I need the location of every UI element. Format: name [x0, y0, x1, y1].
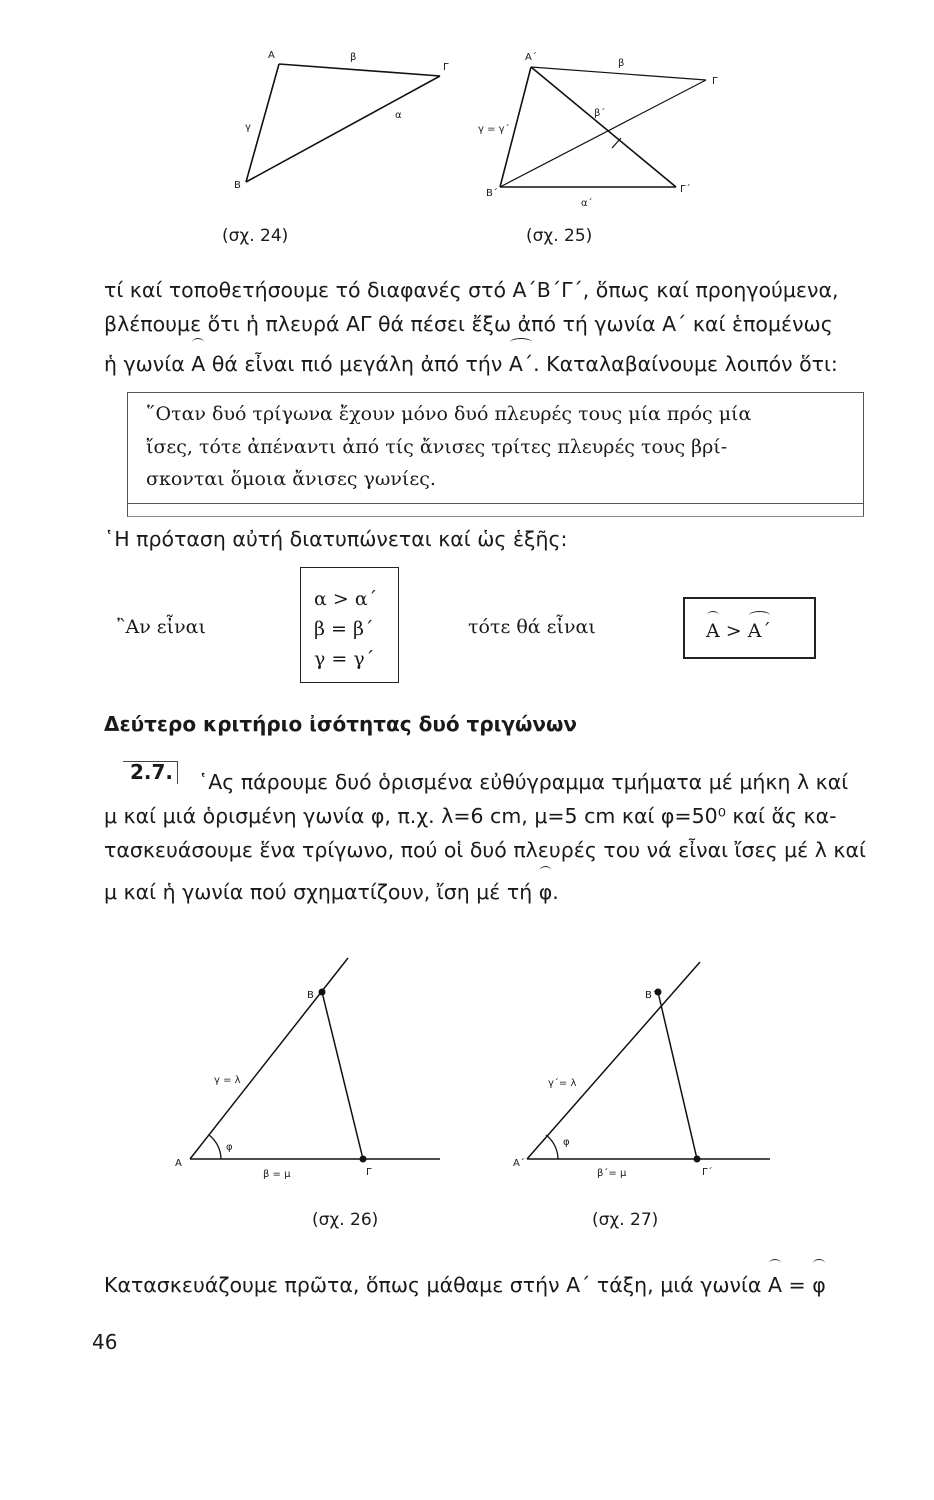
fig25-label-gamma: γ = γ΄ — [478, 124, 510, 135]
fig27-label-A: A΄ — [513, 1158, 525, 1169]
intro-line-3-pre: ἡ γωνία — [104, 352, 185, 376]
fig26-label-gamma: γ = λ — [214, 1075, 241, 1086]
fig26-label-beta: β = μ — [263, 1169, 291, 1180]
fig27-label-B: Β΄ — [645, 990, 657, 1001]
figure-24 — [234, 50, 449, 191]
s27-line-4-pre: μ καί ἡ γωνία πού σχηματίζουν, ἴση μέ τή — [104, 880, 533, 904]
figures-24-25 — [0, 0, 934, 260]
fig24-label-B: B — [234, 180, 241, 191]
fig26-side-BG — [322, 992, 363, 1159]
fig26-label-phi: φ — [226, 1142, 233, 1153]
intro-line-3-post: . Καταλαβαίνουμε λοιπόν ὅτι: — [533, 352, 838, 376]
fig26-label-B: B — [307, 990, 314, 1001]
fig25-label-alpha: α΄ — [581, 198, 593, 209]
figure-26 — [175, 958, 440, 1180]
fig24-label-gamma: γ — [245, 122, 251, 133]
intro-line-1: τί καί τοποθετήσουμε τό διαφανές στό Α΄Β΄Γ΄, ὅπως καί προηγούμενα, — [104, 278, 839, 302]
fig26-point-G — [360, 1156, 367, 1163]
fig27-label-beta: β΄= μ — [597, 1168, 627, 1179]
fig25-label-G2: Γ — [712, 76, 718, 87]
bottom-line — [104, 1268, 894, 1302]
fig26-point-B — [319, 989, 326, 996]
intro-line-3 — [104, 347, 894, 381]
fig26-label-A: A — [175, 1158, 182, 1169]
fig25-label-A: A΄ — [525, 52, 537, 63]
fig26-label-G: Γ — [366, 1167, 372, 1178]
statement — [146, 398, 832, 496]
figure-27 — [513, 962, 770, 1179]
s27-line-1: ῾Ας πάρουμε δυό ὁρισμένα εὐθύγραμμα τμήματα μέ μήκη λ καί — [198, 770, 849, 794]
fig25-caption: (σχ. 25) — [526, 226, 593, 246]
figure-25 — [478, 51, 718, 209]
fig25-label-B: Β΄ — [486, 188, 498, 199]
fig24-label-G: Γ — [443, 62, 449, 73]
statement-line-2: ἴσες, τότε ἀπέναντι ἀπό τίς ἄνισες τρίτες πλευρές τους βρί- — [146, 435, 728, 458]
bottom-line-pre: Κατασκευάζουμε πρῶτα, ὅπως μάθαμε στήν Α΄ τάξη, μιά γωνία — [104, 1273, 762, 1297]
fig24-side-alpha — [246, 76, 440, 182]
condition-alpha: α > α΄ — [314, 588, 378, 610]
fig24-side-beta — [279, 64, 440, 76]
fig26-caption: (σχ. 26) — [312, 1210, 379, 1230]
fig25-label-G: Γ΄ — [680, 184, 691, 195]
fig27-label-G: Γ΄ — [702, 1167, 713, 1178]
fig27-side-BG — [658, 992, 697, 1159]
fig24-side-gamma — [246, 64, 279, 182]
section-number: 2.7. — [130, 760, 174, 784]
fig27-label-gamma: γ΄= λ — [548, 1078, 577, 1089]
fig27-caption: (σχ. 27) — [592, 1210, 659, 1230]
intro-line-2: βλέπουμε ὅτι ἡ πλευρά ΑΓ θά πέσει ἔξω ἀπό τή γωνία Α΄ καί ἑπομένως — [104, 312, 833, 336]
s27-line-2: μ καί μιά ὁρισμένη γωνία φ, π.χ. λ=6 cm, μ=5 cm καί φ=50⁰ καί ἅς κα- — [104, 804, 837, 828]
fig27-point-G — [694, 1156, 701, 1163]
fig24-label-beta: β — [350, 52, 357, 63]
result — [706, 620, 771, 642]
bottom-line-text — [104, 1268, 894, 1302]
condition-beta: β = β΄ — [314, 618, 374, 640]
fig25-label-beta2: β΄ — [594, 108, 606, 119]
fig26-angle-arc — [209, 1135, 221, 1159]
angle-A: Α — [191, 347, 205, 381]
fig27-label-phi: φ — [563, 1137, 570, 1148]
statement-line-1: ῞Οταν δυό τρίγωνα ἔχουν μόνο δυό πλευρές τους μία πρός μία — [146, 403, 752, 425]
fig25-label-beta: β — [618, 58, 625, 69]
intro-line-3-mid: θά εἶναι πιό μεγάλη ἀπό τήν — [211, 352, 503, 376]
statement-box-bottom — [127, 502, 864, 517]
result-operator: > — [725, 620, 742, 642]
section-2-7-text — [104, 765, 894, 909]
s27-line-4-post: . — [552, 880, 559, 904]
condition-gamma: γ = γ΄ — [314, 648, 375, 670]
fig25-tick — [612, 138, 621, 148]
figures-26-27 — [0, 950, 934, 1250]
bottom-eq: = — [788, 1273, 806, 1297]
fig24-label-alpha: α — [395, 110, 402, 121]
s27-line-4 — [104, 875, 894, 909]
page-number: 46 — [92, 1330, 118, 1354]
bottom-angle-A: Α — [768, 1268, 782, 1302]
statement-line-3: σκονται ὅμοια ἄνισες γωνίες. — [146, 468, 436, 490]
fig25-side-beta-prime — [531, 67, 676, 187]
then-label: τότε θά εἶναι — [468, 616, 596, 638]
if-label: ῍Αν εἶναι — [116, 616, 206, 638]
result-angle-A-prime: Α΄ — [747, 620, 771, 642]
result-angle-A: Α — [706, 620, 720, 642]
formulation-intro-text: ῾Η πρόταση αὐτή διατυπώνεται καί ὡς ἑξῆς: — [104, 527, 568, 551]
s27-line-3: τασκευάσουμε ἕνα τρίγωνο, πού οἱ δυό πλευρές του νά εἶναι ἴσες μέ λ καί — [104, 838, 866, 862]
fig24-label-A: A — [268, 50, 275, 61]
fig27-angle-arc — [546, 1135, 558, 1159]
formulation-intro — [104, 522, 894, 556]
intro-paragraph — [104, 273, 894, 381]
angle-phi: φ — [539, 875, 553, 909]
angle-A-prime: Α΄ — [509, 347, 533, 381]
fig25-side-AG — [500, 80, 706, 187]
fig26-ray — [190, 958, 348, 1159]
fig24-caption: (σχ. 24) — [222, 226, 289, 246]
section-heading: Δεύτερο κριτήριο ἰσότητας δυό τριγώνων — [104, 712, 578, 736]
bottom-angle-phi: φ — [812, 1268, 826, 1302]
